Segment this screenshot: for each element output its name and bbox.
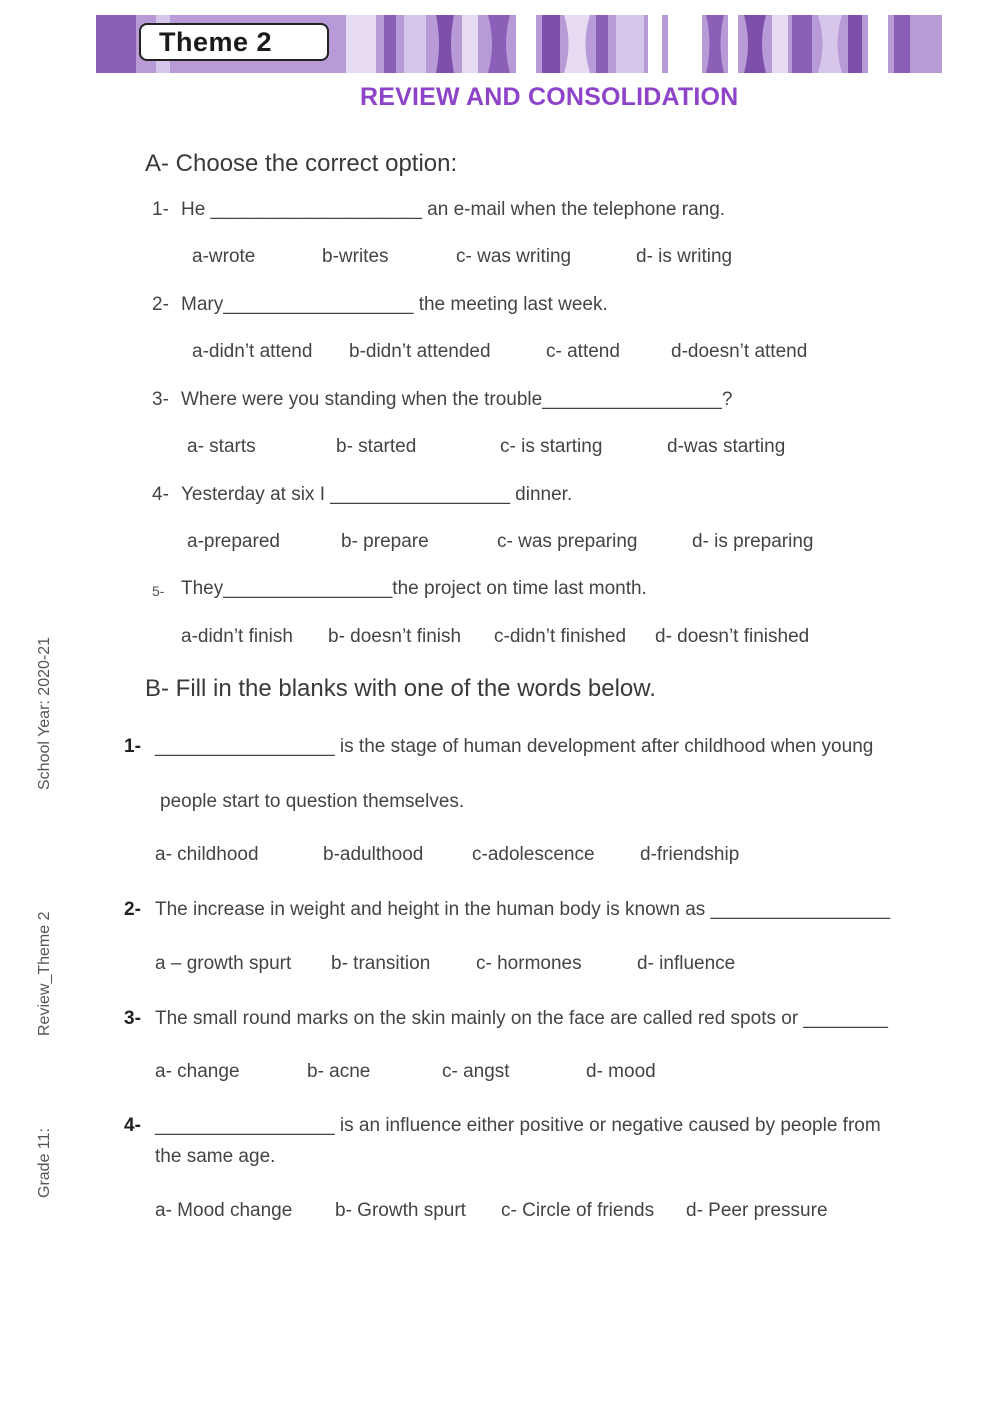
a-q5-text: They________________the project on time last month. <box>181 578 647 599</box>
section-a-heading: A- Choose the correct option: <box>145 150 458 177</box>
b-q2-option-b: b- transition <box>331 953 431 974</box>
a-q3-option-a: a- starts <box>187 436 256 457</box>
b-q4-option-b: b- Growth spurt <box>335 1200 466 1221</box>
a-q2-option-d: d-doesn’t attend <box>671 341 808 362</box>
a-q2-text: Mary__________________ the meeting last week. <box>181 294 608 315</box>
b-q4-option-c: c- Circle of friends <box>501 1200 655 1221</box>
b-q1-number: 1- <box>124 736 141 757</box>
b-q1-option-b: b-adulthood <box>323 844 424 865</box>
a-q4-option-c: c- was preparing <box>497 531 638 552</box>
b-q4-option-a: a- Mood change <box>155 1200 293 1221</box>
a-q4-text: Yesterday at six I _________________ dinner. <box>181 484 573 505</box>
b-q4-line2: the same age. <box>155 1146 276 1167</box>
b-q3-option-a: a- change <box>155 1061 240 1082</box>
a-q5-number: 5- <box>152 583 165 599</box>
a-q1-option-b: b-writes <box>322 246 389 267</box>
a-q3-option-d: d-was starting <box>667 436 786 457</box>
a-q1-number: 1- <box>152 199 169 220</box>
b-q3-option-b: b- acne <box>307 1061 371 1082</box>
a-q4-option-d: d- is preparing <box>692 531 814 552</box>
a-q3-option-b: b- started <box>336 436 417 457</box>
b-q2-option-a: a – growth spurt <box>155 953 292 974</box>
a-q5-option-a: a-didn’t finish <box>181 626 293 647</box>
b-q3-line1: The small round marks on the skin mainly on the face are called red spots or ________ <box>155 1008 888 1029</box>
a-q1-option-d: d- is writing <box>636 246 733 267</box>
a-q4-number: 4- <box>152 484 169 505</box>
a-q2-option-b: b-didn’t attended <box>349 341 491 362</box>
theme-label-box <box>139 23 329 61</box>
b-q3-option-c: c- angst <box>442 1061 510 1082</box>
b-q4-number: 4- <box>124 1115 141 1136</box>
a-q3-number: 3- <box>152 389 169 410</box>
section-b-heading: B- Fill in the blanks with one of the words below. <box>145 675 656 702</box>
b-q2-option-d: d- influence <box>637 953 736 974</box>
b-q1-option-a: a- childhood <box>155 844 259 865</box>
page-title: REVIEW AND CONSOLIDATION <box>360 83 739 111</box>
sidebar-grade: Grade 11: <box>36 1128 53 1198</box>
a-q2-number: 2- <box>152 294 169 315</box>
a-q3-text: Where were you standing when the trouble_________________? <box>181 389 733 410</box>
b-q3-option-d: d- mood <box>586 1061 656 1082</box>
b-q1-option-c: c-adolescence <box>472 844 595 865</box>
b-q3-number: 3- <box>124 1008 141 1029</box>
a-q5-option-c: c-didn’t finished <box>494 626 627 647</box>
b-q4-option-d: d- Peer pressure <box>686 1200 828 1221</box>
b-q2-option-c: c- hormones <box>476 953 582 974</box>
a-q1-option-c: c- was writing <box>456 246 572 267</box>
a-q4-option-a: a-prepared <box>187 531 280 552</box>
a-q4-option-b: b- prepare <box>341 531 429 552</box>
a-q1-option-a: a-wrote <box>192 246 256 267</box>
theme-label: Theme 2 <box>159 26 273 57</box>
a-q5-option-b: b- doesn’t finish <box>328 626 462 647</box>
sidebar-school-year: School Year: 2020-21 <box>36 636 53 790</box>
b-q1-option-d: d-friendship <box>640 844 740 865</box>
a-q3-option-c: c- is starting <box>500 436 603 457</box>
a-q1-text: He ____________________ an e-mail when the telephone rang. <box>181 199 726 220</box>
b-q2-line1: The increase in weight and height in the human body is known as _________________ <box>155 899 891 920</box>
b-q1-line1: _________________ is the stage of human development after childhood when young <box>155 736 874 757</box>
b-q1-line2: people start to question themselves. <box>160 791 465 812</box>
a-q2-option-c: c- attend <box>546 341 620 362</box>
b-q4-line1: _________________ is an influence either positive or negative caused by people from <box>155 1115 881 1136</box>
a-q5-option-d: d- doesn’t finished <box>655 626 810 647</box>
a-q2-option-a: a-didn’t attend <box>192 341 313 362</box>
sidebar-review: Review_Theme 2 <box>36 911 53 1036</box>
b-q2-number: 2- <box>124 899 141 920</box>
